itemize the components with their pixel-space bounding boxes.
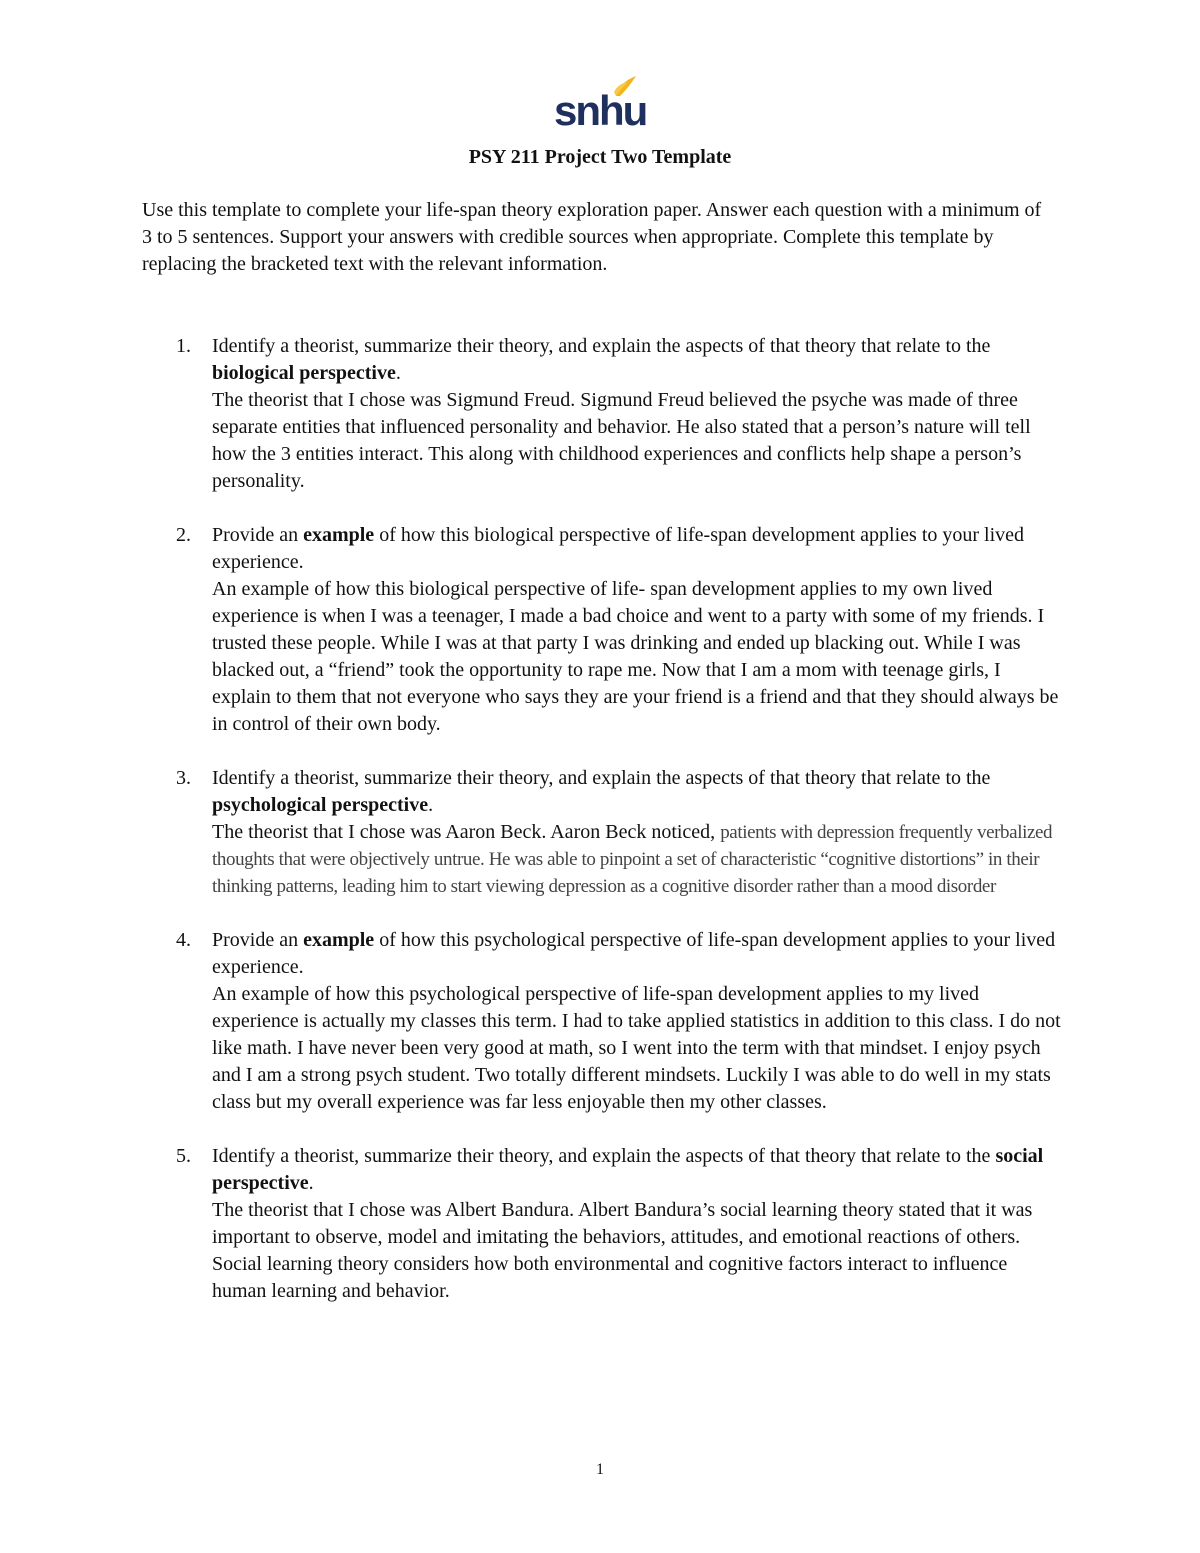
page-number: 1 [596,1461,604,1478]
prompt-emphasis: biological perspective [212,362,396,384]
intro-paragraph: Use this template to complete your life-span theory exploration paper. Answer each question with a minimum of 3 to 5 sentences. Support your answers with credible sources when appropriate. Complete this template by replacing the bracketed text with the relevant information. [142,199,1042,275]
question-item [142,1143,1062,1305]
prompt-text-end: of how this psychological perspective of life-span development applies to your lived experience. [212,929,1056,978]
question-prompt [212,767,990,816]
prompt-emphasis: psychological perspective [212,794,429,816]
answer-text: An example of how this biological perspective of life- span development applies to my own lived experience is when I was a teenager, I made a bad choice and went to a party with some of my friends. I trusted these people. While I was at that party I was drinking and ended up blacking out. While I was blacked out, a “friend” took the opportunity to rape me. Now that I am a mom with teenage girls, I explain to them that not everyone who says they are your friend is a friend and that they should always be in control of their own body. [212,578,1059,735]
document-title: PSY 211 Project Two Template [468,146,732,168]
prompt-text: Provide an [212,524,304,546]
answer-text: The theorist that I chose was Sigmund Freud. Sigmund Freud believed the psyche was made of three separate entities that influenced personality and behavior. He also stated that a person’s nature will tell how the 3 entities interact. This along with childhood experiences and conflicts help shape a person’s personality. [212,389,1031,492]
question-item [142,927,1062,1116]
answer-text [212,819,1062,900]
question-number: 4. [176,929,191,951]
prompt-text-end: . [395,362,401,384]
question-item [142,765,1062,900]
question-item [142,333,1062,495]
answer-text: An example of how this psychological perspective of life-span development applies to my lived experience is actually my classes this term. I had to take applied statistics in addition to this class. I do not like math. I have never been very good at math, so I went into the term with that mindset. I enjoy psych and I am a strong psych student. Two totally different mindsets. Luckily I was able to do well in my stats class but my overall experience was far less enjoyable then my other classes. [212,983,1061,1113]
question-prompt [212,524,1024,573]
question-number: 5. [176,1145,191,1167]
question-number: 2. [176,524,191,546]
prompt-text: Identify a theorist, summarize their theory, and explain the aspects of that theory that relate to the [212,767,991,789]
prompt-emphasis: social perspective [212,1145,1044,1194]
logo-wordmark: snhu [554,87,647,134]
snhu-logo [554,74,647,134]
prompt-text-end: . [428,794,434,816]
question-prompt [212,335,990,384]
answer-head: The theorist that I chose was Aaron Beck. Aaron Beck noticed, [212,821,721,843]
prompt-text: Provide an [212,929,304,951]
prompt-text: Identify a theorist, summarize their theory, and explain the aspects of that theory that relate to the [212,1145,996,1167]
answer-quoted-tail: patients with depression frequently verbalized thoughts that were objectively untrue. He was able to pinpoint a set of characteristic “cognitive distortions” in their thinking patterns, leading him to start viewing depression as a cognitive disorder rather than a mood disorder [212,822,1053,897]
answer-text: The theorist that I chose was Albert Bandura. Albert Bandura’s social learning theory stated that it was important to observe, model and imitating the behaviors, attitudes, and emotional reactions of others. Social learning theory considers how both environmental and cognitive factors interact to influence human learning and behavior. [212,1199,1033,1302]
question-list [142,333,1062,1332]
question-prompt [212,1145,1043,1194]
prompt-text-end: . [308,1172,314,1194]
question-number: 1. [176,335,191,357]
prompt-text-end: of how this biological perspective of life-span development applies to your lived experience. [212,524,1025,573]
question-number: 3. [176,767,191,789]
prompt-emphasis: example [303,929,375,951]
question-item [142,522,1062,738]
prompt-emphasis: example [303,524,375,546]
question-prompt [212,929,1055,978]
prompt-text: Identify a theorist, summarize their theory, and explain the aspects of that theory that relate to the [212,335,991,357]
